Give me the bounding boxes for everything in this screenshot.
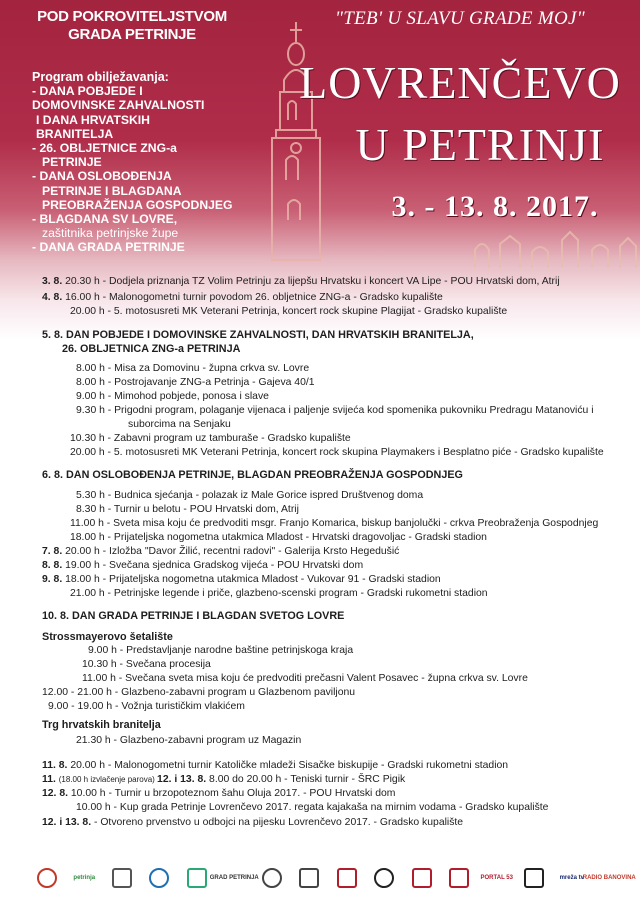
schedule-text: 8.00 h - Postrojavanje ZNG-a Petrinja - Gajeva 40/1 <box>76 377 315 388</box>
schedule-date: 3. 8. <box>42 276 66 287</box>
schedule-section-heading <box>42 718 161 733</box>
schedule-text: 20.00 h - 5. motosusreti MK Veterani Petrinja, koncert rock skupine Plagijat - Gradsko kupalište <box>70 306 508 317</box>
schedule-row <box>70 432 351 446</box>
section-title: 10. 8. DAN GRADA PETRINJE I BLAGDAN SVETOG LOVRE <box>42 610 345 622</box>
sponsor-logo <box>368 864 402 892</box>
title-line-2: U PETRINJI <box>355 119 605 170</box>
schedule-row <box>76 489 423 503</box>
program-line: - BLAGDANA SV LOVRE, <box>32 212 178 227</box>
sponsor-emblem-icon <box>449 868 469 888</box>
sponsor-logos <box>30 864 636 894</box>
schedule-row <box>42 545 399 559</box>
schedule-row <box>70 446 604 460</box>
schedule-section-heading <box>42 468 463 483</box>
schedule-text: 19.00 h - Svečana sjednica Gradskog vijeća - POU Hrvatski dom <box>65 560 364 571</box>
schedule-row <box>42 573 441 587</box>
schedule-text: 10.30 h - Svečana procesija <box>82 659 211 670</box>
section-title: Strossmayerovo šetalište <box>42 631 173 643</box>
sponsor-logo: RADIO BANOVINA <box>582 874 636 881</box>
schedule-text: 9.30 h - Prigodni program, polaganje vijenaca i paljenje svijeća kod spomenika pukovniku Predragu Matanoviću i <box>76 405 594 416</box>
schedule-row <box>42 773 405 787</box>
program-heading: Program obilježavanja: <box>32 70 169 84</box>
schedule-text: 10.30 h - Zabavni program uz tamburaše - Gradsko kupalište <box>70 433 351 444</box>
schedule-section-heading <box>62 342 240 357</box>
schedule-date: 11. 8. <box>42 760 71 771</box>
sponsor-emblem-icon <box>299 868 319 888</box>
sponsor-emblem-icon <box>524 868 544 888</box>
schedule-row <box>76 376 315 390</box>
program-line: PREOBRAŽENJA GOSPODNJEG <box>42 197 233 212</box>
schedule-row <box>82 672 528 686</box>
patronage-line: GRADA PETRINJE <box>68 26 196 43</box>
schedule-date: 8. 8. <box>42 560 66 571</box>
schedule-row <box>128 418 231 432</box>
schedule-section-heading <box>42 630 173 645</box>
sponsor-logo <box>255 864 289 892</box>
schedule-date: 12. 8. <box>42 788 71 799</box>
schedule-date: 11. <box>42 774 59 785</box>
schedule-row <box>48 700 245 714</box>
sponsor-logo <box>293 864 327 892</box>
sponsor-logo: mreža tv <box>559 874 584 881</box>
sponsor-emblem-icon <box>337 868 357 888</box>
schedule-text: 10.00 h - Kup grada Petrinje Lovrenčevo 2017. regata kajakaša na mirnim vodama - Gradsko kupalište <box>76 802 549 813</box>
section-title: Trg hrvatskih branitelja <box>42 719 161 731</box>
program-line: BRANITELJA <box>36 126 114 141</box>
schedule-row <box>76 390 269 404</box>
schedule-date: 9. 8. <box>42 574 66 585</box>
motto: "TEB' U SLAVU GRADE MOJ" <box>334 8 585 29</box>
program-line: - DANA OSLOBOĐENJA <box>32 169 172 184</box>
schedule-text: 12.00 - 21.00 h - Glazbeno-zabavni program u Glazbenom paviljonu <box>42 687 356 698</box>
schedule-date: 12. i 13. 8. <box>157 774 210 785</box>
schedule-row <box>76 404 594 418</box>
schedule-row <box>70 305 507 319</box>
sponsor-logo <box>330 864 364 892</box>
header <box>0 0 640 265</box>
sponsor-emblem-icon <box>262 868 282 888</box>
section-title: 5. 8. DAN POBJEDE I DOMOVINSKE ZAHVALNOSTI, DAN HRVATSKIH BRANITELJA, <box>42 329 474 341</box>
section-title: 6. 8. DAN OSLOBOĐENJA PETRINJE, BLAGDAN PREOBRAŽENJA GOSPODNJEG <box>42 469 463 481</box>
schedule-row <box>82 658 211 672</box>
event-dates: 3. - 13. 8. 2017. <box>391 190 599 223</box>
schedule-text: 18.00 h - Prijateljska nogometna utakmica Mladost - Hrvatski dragovoljac - Gradski stadion <box>70 532 487 543</box>
schedule-text: 9.00 h - Predstavljanje narodne baštine petrinjskoga kraja <box>88 645 354 656</box>
patronage-line: POD POKROVITELJSTVOM <box>37 8 227 25</box>
schedule-text: suborcima na Senjaku <box>128 419 231 430</box>
sponsor-emblem-icon <box>112 868 132 888</box>
sponsor-logo <box>143 864 177 892</box>
schedule-text: 9.00 h - Mimohod pobjede, ponosa i slave <box>76 391 269 402</box>
schedule-text: 8.00 h - Misa za Domovinu - župna crkva sv. Lovre <box>76 363 310 374</box>
schedule-row <box>76 362 309 376</box>
schedule-date: 7. 8. <box>42 546 66 557</box>
schedule-text: 10.00 h - Turnir u brzopoteznom šahu Oluja 2017. - POU Hrvatski dom <box>70 788 396 799</box>
schedule-date: 4. 8. <box>42 292 66 303</box>
sponsor-emblem-icon <box>374 868 394 888</box>
schedule-row <box>70 517 598 531</box>
schedule-text: 8.00 do 20.00 h - Teniski turnir - ŠRC Pigik <box>209 774 406 785</box>
section-title: 26. OBLJETNICA ZNG-a PETRINJA <box>62 343 241 355</box>
sponsor-emblem-icon <box>149 868 169 888</box>
schedule-text: 11.00 h - Svečana sveta misa koju će predvoditi prečasni Valent Posavec - župna crkva sv. Lovre <box>82 673 528 684</box>
title-line-1: LOVRENČEVO <box>299 57 621 108</box>
schedule-row <box>42 816 463 830</box>
schedule-date: 12. i 13. 8. <box>42 817 94 828</box>
schedule-text: 5.30 h - Budnica sjećanja - polazak iz Male Gorice ispred Društvenog doma <box>76 490 424 501</box>
program-list <box>32 70 272 255</box>
schedule-text: 21.00 h - Petrinjske legende i priče, glazbeno-scenski program - Gradski rukometni stadion <box>70 588 488 599</box>
schedule-row <box>42 559 363 573</box>
sponsor-logo <box>518 864 552 892</box>
program-line: zaštitnika petrinjske župe <box>42 226 179 241</box>
schedule-text: 16.00 h - Malonogometni turnir povodom 26. obljetnice ZNG-a - Gradsko kupalište <box>65 292 443 303</box>
sponsor-logo <box>443 864 477 892</box>
sponsor-logo: PORTAL 53 <box>480 874 513 881</box>
schedule-text: 20.00 h - 5. motosusreti MK Veterani Petrinja, koncert rock skupina Playmakers i Besplatno piće - Gradsko kupalište <box>70 447 604 458</box>
schedule-text: 20.00 h - Malonogometni turnir Katoličke mladeži Sisačke biskupije - Gradski rukometni stadion <box>70 760 509 771</box>
schedule-row <box>76 503 299 517</box>
schedule-text: 8.30 h - Turnir u belotu - POU Hrvatski dom, Atrij <box>76 504 299 515</box>
sponsor-logo <box>180 864 214 892</box>
schedule-row <box>70 531 487 545</box>
program-line: PETRINJE I BLAGDANA <box>42 183 182 198</box>
schedule-text: 11.00 h - Sveta misa koju će predvoditi msgr. Franjo Komarica, biskup banjolučki - crkva Preobraženja Gospodnjeg <box>70 518 599 529</box>
schedule-row <box>42 787 395 801</box>
schedule-section-heading <box>42 609 344 624</box>
program-line: PETRINJE <box>42 155 102 170</box>
sponsor-logo: GRAD PETRINJA <box>209 874 259 881</box>
program-line: - DANA POBJEDE I <box>32 84 143 99</box>
sponsor-emblem-icon <box>412 868 432 888</box>
sponsor-logo <box>105 864 139 892</box>
schedule-row <box>42 759 508 773</box>
schedule-row <box>76 734 301 748</box>
schedule-text: - Otvoreno prvenstvo u odbojci na pijesku Lovrenčevo 2017. - Gradsko kupalište <box>94 817 464 828</box>
schedule-section-heading <box>42 328 474 343</box>
program-line: - DANA GRADA PETRINJE <box>32 240 185 255</box>
sponsor-logo <box>405 864 439 892</box>
schedule-row <box>70 587 488 601</box>
sponsor-logo: petrinja <box>73 874 96 881</box>
schedule-row <box>88 644 353 658</box>
schedule-text: 20.30 h - Dodjela priznanja TZ Volim Petrinju za lijepšu Hrvatsku i koncert VA Lipe - POU Hrvatski dom, Atrij <box>65 276 560 287</box>
schedule-text: 9.00 - 19.00 h - Vožnja turističkim vlakićem <box>48 701 245 712</box>
sponsor-emblem-icon <box>187 868 207 888</box>
patronage-text <box>22 8 242 44</box>
schedule-row <box>42 686 355 700</box>
program-line: DOMOVINSKE ZAHVALNOSTI <box>32 98 205 113</box>
sponsor-emblem-icon <box>37 868 57 888</box>
schedule-note: (18.00 h izvlačenje parova) <box>58 775 158 784</box>
schedule-text: 20.00 h - Izložba "Davor Žilić, recentni radovi" - Galerija Krsto Hegedušić <box>65 546 400 557</box>
town-silhouette-illustration <box>470 230 640 270</box>
sponsor-logo <box>30 864 64 892</box>
schedule-text: 21.30 h - Glazbeno-zabavni program uz Magazin <box>76 735 302 746</box>
schedule-text: 18.00 h - Prijateljska nogometna utakmica Mladost - Vukovar 91 - Gradski stadion <box>65 574 441 585</box>
schedule-row <box>42 275 560 289</box>
program-line: - 26. OBLJETNICE ZNG-a <box>32 141 177 156</box>
schedule-row <box>42 291 443 305</box>
program-line: I DANA HRVATSKIH <box>36 112 150 127</box>
schedule-row <box>76 801 548 815</box>
